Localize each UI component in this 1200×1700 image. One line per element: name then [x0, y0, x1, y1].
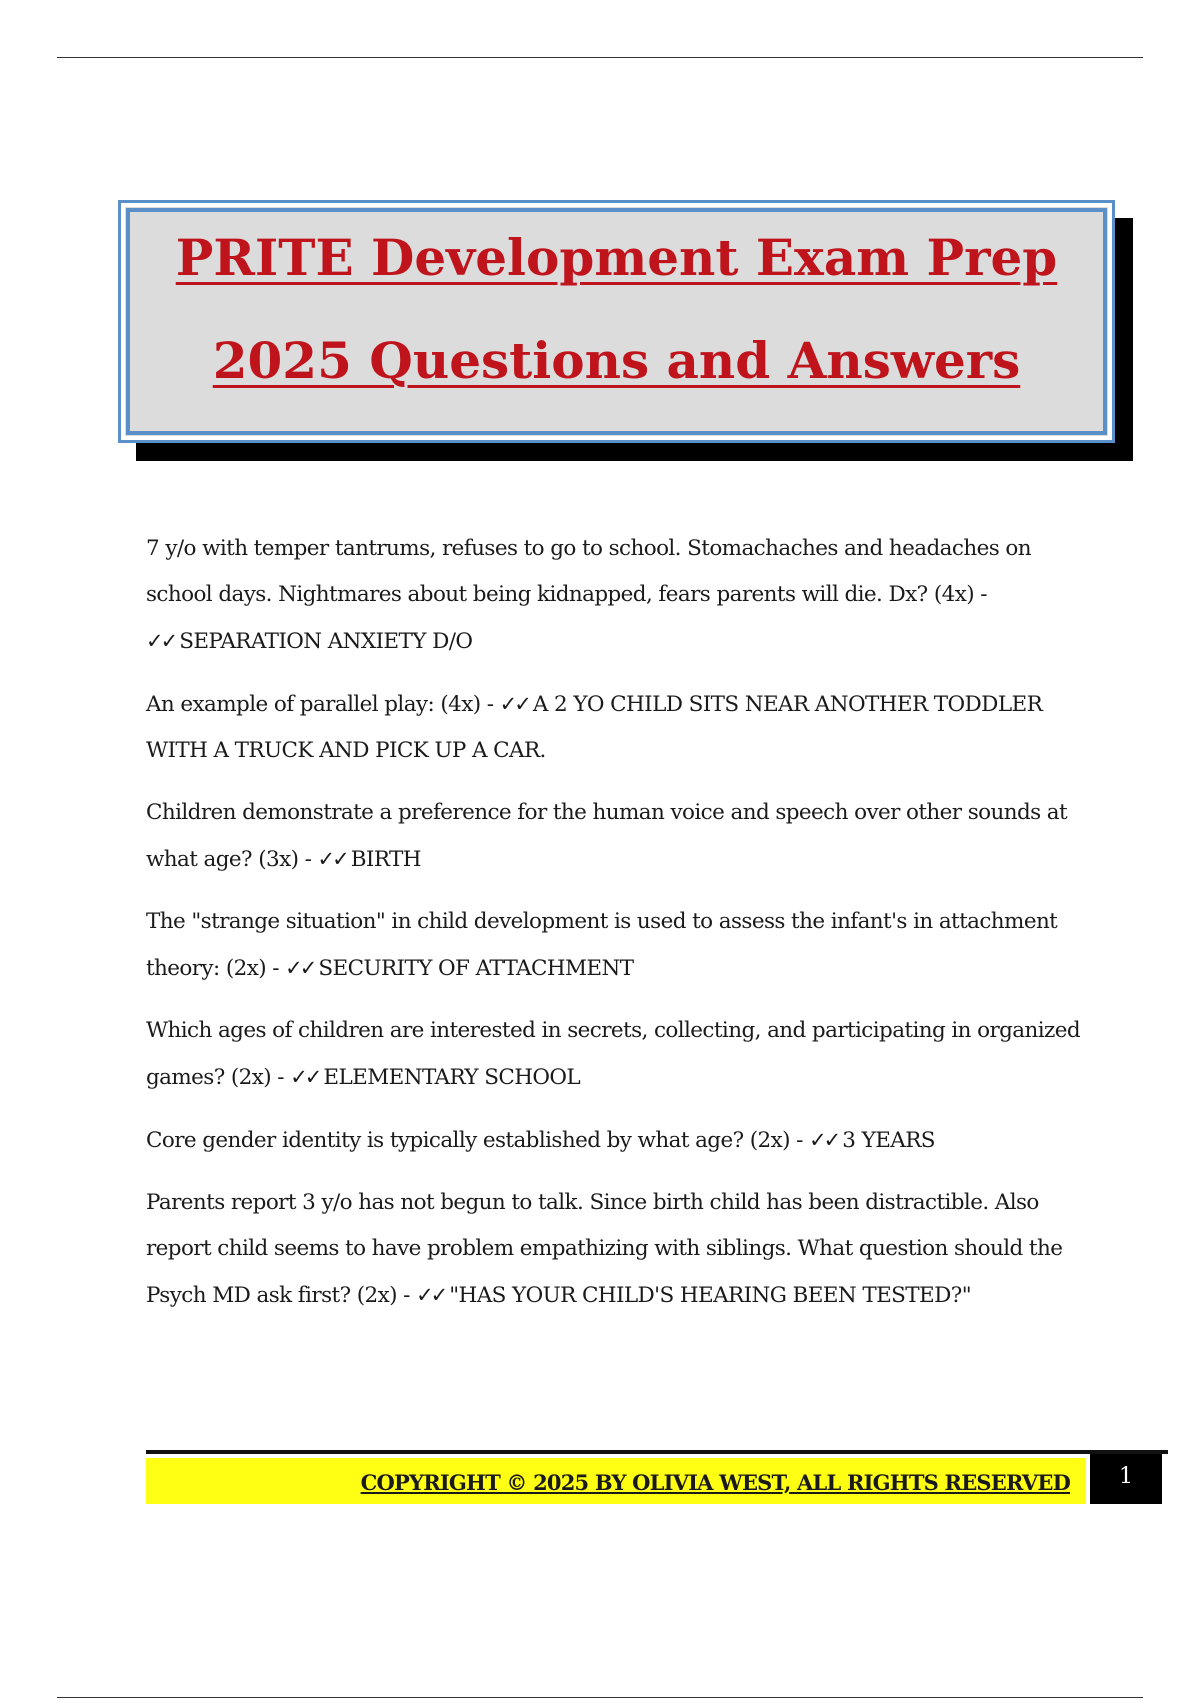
- question-text: Children demonstrate a preference for the human voice and speech over other sounds at what age? (3x) -: [146, 800, 1068, 872]
- qa-list: [146, 526, 1086, 1335]
- double-check-icon: ✓✓: [290, 1065, 320, 1089]
- bottom-rule: [57, 1697, 1143, 1698]
- question-text: Which ages of children are interested in secrets, collecting, and participating in organized games? (2x) -: [146, 1018, 1081, 1090]
- double-check-icon: ✓✓: [317, 847, 347, 871]
- qa-item: [146, 526, 1086, 665]
- qa-item: [146, 681, 1086, 774]
- question-text: Parents report 3 y/o has not begun to talk. Since birth child has been distractible. Also report child seems to have problem empathizing with siblings. What question should the Psych MD ask first? (2x) -: [146, 1190, 1063, 1308]
- answer-text: "HAS YOUR CHILD'S HEARING BEEN TESTED?": [449, 1283, 971, 1308]
- question-text: 7 y/o with temper tantrums, refuses to go to school. Stomachaches and headaches on school days. Nightmares about being kidnapped, fears parents will die. Dx? (4x) -: [146, 536, 1031, 607]
- double-check-icon: ✓✓: [416, 1283, 446, 1307]
- title-banner: [118, 200, 1115, 443]
- double-check-icon: ✓✓: [499, 692, 529, 716]
- qa-item: [146, 899, 1086, 992]
- document-title-line-2: 2025 Questions and Answers: [212, 331, 1021, 390]
- double-check-icon: ✓✓: [809, 1128, 839, 1152]
- double-check-icon: ✓✓: [285, 956, 315, 980]
- footer-rule: [146, 1450, 1168, 1454]
- qa-item: [146, 1008, 1086, 1101]
- document-title-line-1: PRITE Development Exam Prep: [175, 228, 1058, 287]
- question-text: Core gender identity is typically established by what age? (2x) -: [146, 1128, 810, 1153]
- answer-text: ELEMENTARY SCHOOL: [323, 1065, 581, 1090]
- answer-text: A 2 YO CHILD SITS NEAR ANOTHER TODDLER WITH A TRUCK AND PICK UP A CAR.: [146, 692, 1043, 763]
- qa-item: [146, 1117, 1086, 1164]
- answer-text: SEPARATION ANXIETY D/O: [179, 629, 473, 654]
- double-check-icon: ✓✓: [146, 629, 176, 653]
- qa-item: [146, 790, 1086, 883]
- answer-text: 3 YEARS: [842, 1128, 935, 1153]
- answer-text: BIRTH: [350, 847, 421, 872]
- question-text: An example of parallel play: (4x) -: [146, 692, 500, 717]
- qa-item: [146, 1180, 1086, 1319]
- footer-copyright-bar: [146, 1458, 1086, 1504]
- header-rule: [57, 57, 1143, 58]
- title-banner-box: [118, 200, 1115, 443]
- page-number: 1: [1090, 1454, 1162, 1504]
- question-text: The "strange situation" in child development is used to assess the infant's in attachment theory: (2x) -: [146, 909, 1058, 981]
- answer-text: SECURITY OF ATTACHMENT: [318, 956, 634, 981]
- copyright-notice: COPYRIGHT © 2025 BY OLIVIA WEST, ALL RIGHTS RESERVED: [360, 1470, 1070, 1495]
